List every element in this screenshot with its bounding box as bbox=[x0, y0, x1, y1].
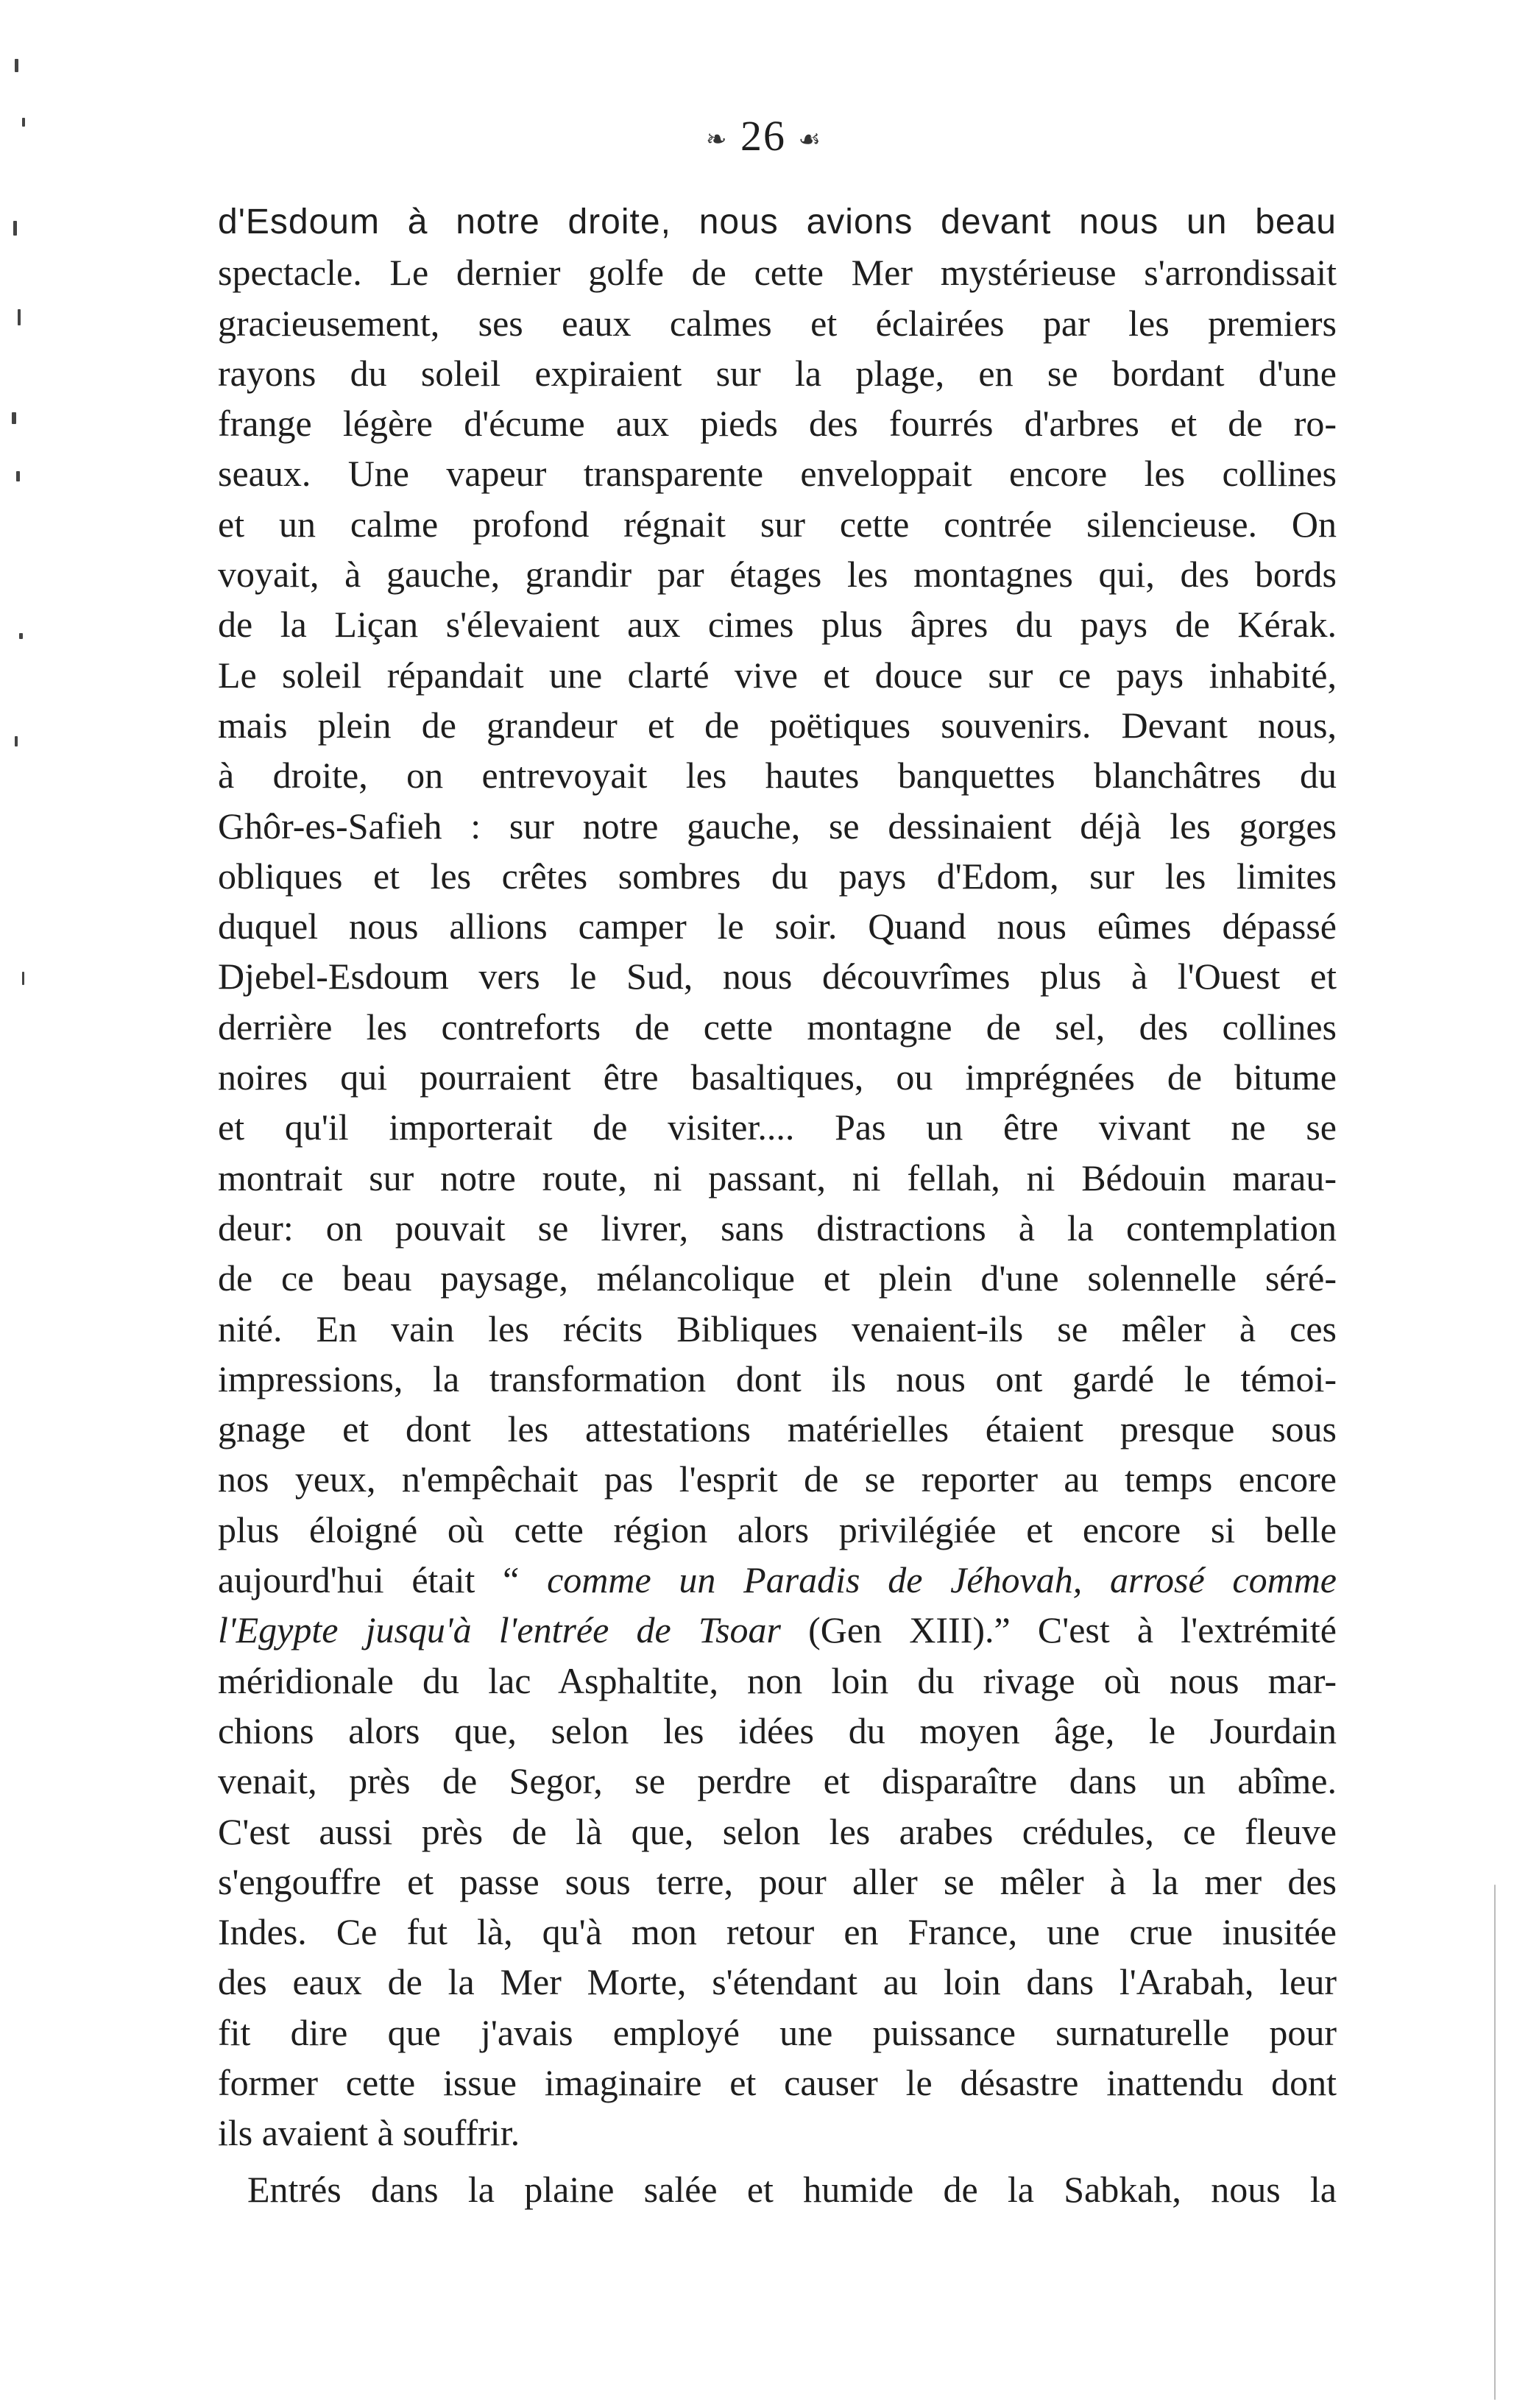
text-line: rayons du soleil expiraient sur la plage, en se bordant d'une bbox=[218, 352, 1337, 394]
text-line: de ce beau paysage, mélancolique et plein d'une solennelle séré- bbox=[218, 1257, 1337, 1299]
text-line: voyait, à gauche, grandir par étages les montagnes qui, des bords bbox=[218, 554, 1337, 596]
body-text bbox=[218, 197, 1337, 2214]
text-line: frange légère d'écume aux pieds des fourrés d'arbres et de ro- bbox=[218, 403, 1337, 445]
bible-quote-italic: comme un Paradis de Jéhovah, arrosé comme bbox=[547, 1559, 1337, 1601]
text-line: ils avaient à souffrir. bbox=[218, 2112, 520, 2154]
scan-speck bbox=[18, 309, 21, 325]
scan-speck bbox=[15, 736, 18, 746]
text-line: chions alors que, selon les idées du moyen âge, le Jourdain bbox=[218, 1709, 1337, 1751]
text-line: deur: on pouvait se livrer, sans distractions à la contemplation bbox=[218, 1207, 1337, 1249]
text-line: plus éloigné où cette région alors privilégiée et encore si belle bbox=[218, 1508, 1337, 1550]
page-header bbox=[0, 110, 1528, 166]
text-line: de la Liçan s'élevaient aux cimes plus âpres du pays de Kérak. bbox=[218, 604, 1337, 646]
text-line: impressions, la transformation dont ils nous ont gardé le témoi- bbox=[218, 1357, 1337, 1399]
text-line: gracieusement, ses eaux calmes et éclairées par les premiers bbox=[218, 302, 1337, 344]
text-line: nité. En vain les récits Bibliques venaient-ils se mêler à ces bbox=[218, 1307, 1337, 1349]
text-line: duquel nous allions camper le soir. Quand nous eûmes dépassé bbox=[218, 905, 1337, 947]
text-line: derrière les contreforts de cette montagne de sel, des collines bbox=[218, 1006, 1337, 1048]
scan-speck bbox=[1494, 1885, 1496, 2400]
ornament-left-icon: ❧ bbox=[706, 126, 729, 154]
text-line: fit dire que j'avais employé une puissance surnaturelle pour bbox=[218, 2011, 1337, 2053]
text-line: former cette issue imaginaire et causer le désastre inattendu dont bbox=[218, 2061, 1337, 2103]
text-line: des eaux de la Mer Morte, s'étendant au loin dans l'Arabah, leur bbox=[218, 1961, 1337, 2003]
ornament-right-icon: ☙ bbox=[798, 126, 822, 154]
scan-speck bbox=[22, 118, 25, 127]
text-line: seaux. Une vapeur transparente enveloppait encore les collines bbox=[218, 453, 1337, 495]
scan-speck bbox=[13, 221, 17, 236]
scan-speck bbox=[15, 59, 18, 72]
text-line: montrait sur notre route, ni passant, ni fellah, ni Bédouin marau- bbox=[218, 1157, 1337, 1198]
text-line: nos yeux, n'empêchait pas l'esprit de se reporter au temps encore bbox=[218, 1458, 1337, 1500]
text-line-with-quote bbox=[218, 1555, 1337, 1605]
page-number: 26 bbox=[740, 112, 786, 160]
text-line: à droite, on entrevoyait les hautes banquettes blanchâtres du bbox=[218, 755, 1337, 797]
text-line: obliques et les crêtes sombres du pays d'Edom, sur les limites bbox=[218, 855, 1337, 897]
scan-speck bbox=[16, 471, 20, 481]
paragraph-start-line: Entrés dans la plaine salée et humide de la Sabkah, nous la bbox=[247, 2168, 1337, 2210]
scan-speck bbox=[19, 633, 23, 639]
text-line: venait, près de Segor, se perdre et disparaître dans un abîme. bbox=[218, 1760, 1337, 1802]
quote-citation-text: (Gen XIII).” C'est à l'extrémité bbox=[780, 1609, 1337, 1651]
scan-speck bbox=[12, 412, 16, 424]
text-line: Le soleil répandait une clarté vive et douce sur ce pays inhabité, bbox=[218, 654, 1337, 696]
text-line: et un calme profond régnait sur cette contrée silencieuse. On bbox=[218, 503, 1337, 545]
scan-speck bbox=[22, 972, 24, 985]
text-line: d'Esdoum à notre droite, nous avions devant nous un beau bbox=[218, 202, 1337, 241]
text-line: s'engouffre et passe sous terre, pour aller se mêler à la mer des bbox=[218, 1860, 1337, 1902]
quote-lead-text: aujourd'hui était “ bbox=[218, 1559, 520, 1601]
text-line: Djebel-Esdoum vers le Sud, nous découvrîmes plus à l'Ouest et bbox=[218, 956, 1337, 998]
text-line: Ghôr-es-Safieh : sur notre gauche, se dessinaient déjà les gorges bbox=[218, 805, 1337, 847]
text-line: méridionale du lac Asphaltite, non loin du rivage où nous mar- bbox=[218, 1659, 1337, 1701]
bible-quote-italic: l'Egypte jusqu'à l'entrée de Tsoar bbox=[218, 1609, 781, 1651]
text-line: mais plein de grandeur et de poëtiques souvenirs. Devant nous, bbox=[218, 704, 1337, 746]
text-line: et qu'il importerait de visiter.... Pas un être vivant ne se bbox=[218, 1106, 1337, 1148]
text-line-with-quote bbox=[218, 1605, 1337, 1655]
text-line: noires qui pourraient être basaltiques, ou imprégnées de bitume bbox=[218, 1056, 1337, 1098]
text-line: Indes. Ce fut là, qu'à mon retour en France, une crue inusitée bbox=[218, 1911, 1337, 1953]
text-line: spectacle. Le dernier golfe de cette Mer mystérieuse s'arrondissait bbox=[218, 252, 1337, 294]
text-line: C'est aussi près de là que, selon les arabes crédules, ce fleuve bbox=[218, 1810, 1337, 1852]
text-line: gnage et dont les attestations matérielles étaient presque sous bbox=[218, 1408, 1337, 1450]
